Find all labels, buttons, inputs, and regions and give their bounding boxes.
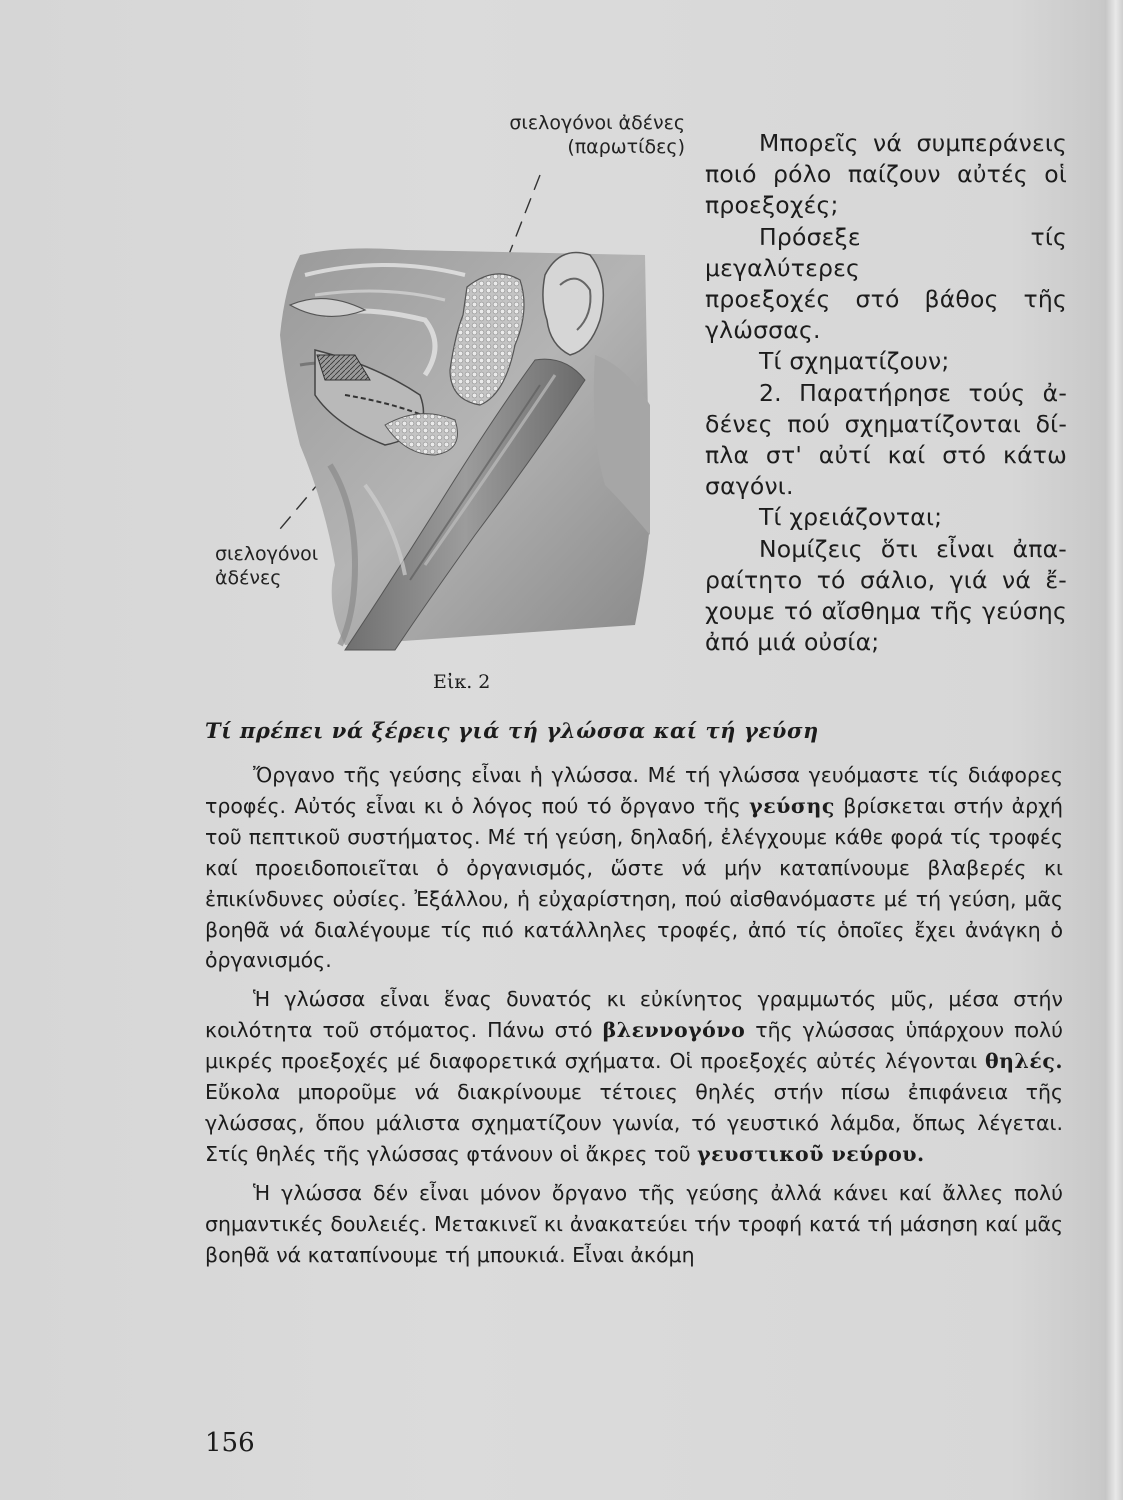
paragraph-1: Ὄργανο τῆς γεύσης εἶναι ἡ γλώσσα. Μέ τή γλώσσα γευόμαστε τίς διάφορες τροφές. Αὐτός εἶναι κι ὁ λόγος πού τό ὄργανο τῆς γεύσης βρίσκεται στήν ἀρχή τοῦ πεπτικοῦ συστήματος. Μέ τή γεύση, δηλαδή, ἐλέγχουμε κάθε φορά τίς τροφές καί προειδοποιεῖται ὁ ὀργανισμός, ὥστε νά μήν καταπίνουμε βλαβερές κι ἐπικίνδυνες οὐσίες. Ἐξάλλου, ἡ εὐχαρίστηση, πού αἰσθανόμαστε μέ τή γεύση, μᾶς βοηθᾶ νά διαλέγουμε τίς πιό κατάλληλες τροφές, ἀπό τίς ὁποῖες ἔχει ἀνάγκη ὁ ὀργανισμός. bbox=[205, 763, 1063, 973]
figure-label-salivary: σιελογόνοι ἀδένες bbox=[215, 543, 319, 589]
paragraph-3: Ἡ γλώσσα δέν εἶναι μόνον ὄργανο τῆς γεύσης ἀλλά κάνει καί ἄλλες πολύ σημαντικές δουλειές. Μετακινεῖ κι ἀνακατεύει τήν τροφή κατά τή μάσηση καί μᾶς βοηθᾶ νά καταπίνουμε τή μπουκιά. Εἶναι ἀκόμη bbox=[205, 1180, 1063, 1267]
side-line: 2. Παρατήρησε τούς ἀ- bbox=[759, 378, 1067, 407]
body-text bbox=[205, 760, 1063, 1279]
side-line: πλα στ' αὐτί καί στό κάτω bbox=[705, 441, 1067, 470]
paragraph-2: Ἡ γλώσσα εἶναι ἕνας δυνατός κι εὐκίνητος γραμμωτός μῦς, μέσα στήν κοιλότητα τοῦ στόματος. Πάνω στό βλεννογόνο τῆς γλώσσας ὑπάρχουν πολύ μικρές προεξοχές μέ διαφορετικά σχήματα. Οἱ προεξοχές αὐτές λέγονται θηλές. Εὔκολα μποροῦμε νά διακρίνουμε τέτοιες θηλές στήν πίσω ἐπιφάνεια τῆς γλώσσας, ὅπου μάλιστα σχηματίζουν γωνία, τό γευστικό λάμδα, ὅπως λέγεται. Στίς θηλές τῆς γλώσσας φτάνουν οἱ ἄκρες τοῦ γευστικοῦ νεύρου. bbox=[205, 987, 1063, 1166]
side-line: Μπορεῖς νά συμπεράνεις bbox=[759, 129, 1067, 157]
side-line: προεξοχές στό βάθος τῆς bbox=[705, 285, 1067, 314]
side-line: ραίτητο τό σάλιο, γιά νά ἔ- bbox=[705, 565, 1067, 594]
side-line: χουμε τό αἴσθημα τῆς γεύσης bbox=[705, 597, 1067, 626]
term-mucosa: βλεννογόνο bbox=[602, 1018, 746, 1043]
anatomy-figure bbox=[205, 105, 685, 705]
side-line: Τί χρειάζονται; bbox=[759, 503, 943, 532]
side-questions bbox=[705, 128, 1067, 658]
term-geusis: γεύσης bbox=[749, 793, 835, 818]
side-line: Πρόσεξε τίς μεγαλύτερες bbox=[705, 222, 1067, 282]
side-line: Τί σχηματίζουν; bbox=[759, 347, 950, 376]
side-line: Νομίζεις ὅτι εἶναι ἀπα- bbox=[759, 534, 1067, 563]
page-edge bbox=[1105, 0, 1123, 1500]
side-line: ἀπό μιά οὐσία; bbox=[705, 628, 880, 657]
term-papillae: θηλές. bbox=[984, 1049, 1063, 1074]
side-line: γλώσσας. bbox=[705, 316, 821, 345]
figure-caption: Εἰκ. 2 bbox=[433, 671, 491, 693]
head-neck-illustration bbox=[205, 105, 685, 665]
side-line: δένες πού σχηματίζονται δί- bbox=[705, 409, 1067, 438]
figure-label-parotid: σιελογόνοι ἀδένες (παρωτίδες) bbox=[509, 112, 685, 158]
section-heading: Τί πρέπει νά ξέρεις γιά τή γλώσσα καί τή γεύση bbox=[205, 718, 819, 743]
term-gustatory-nerve: γευστικοῦ νεύρου. bbox=[697, 1141, 925, 1166]
side-line: ποιό ρόλο παίζουν αὐτές οἱ bbox=[705, 160, 1067, 189]
page-number: 156 bbox=[205, 1428, 255, 1458]
side-line: προεξοχές; bbox=[705, 191, 839, 220]
side-line: σαγόνι. bbox=[705, 472, 794, 501]
